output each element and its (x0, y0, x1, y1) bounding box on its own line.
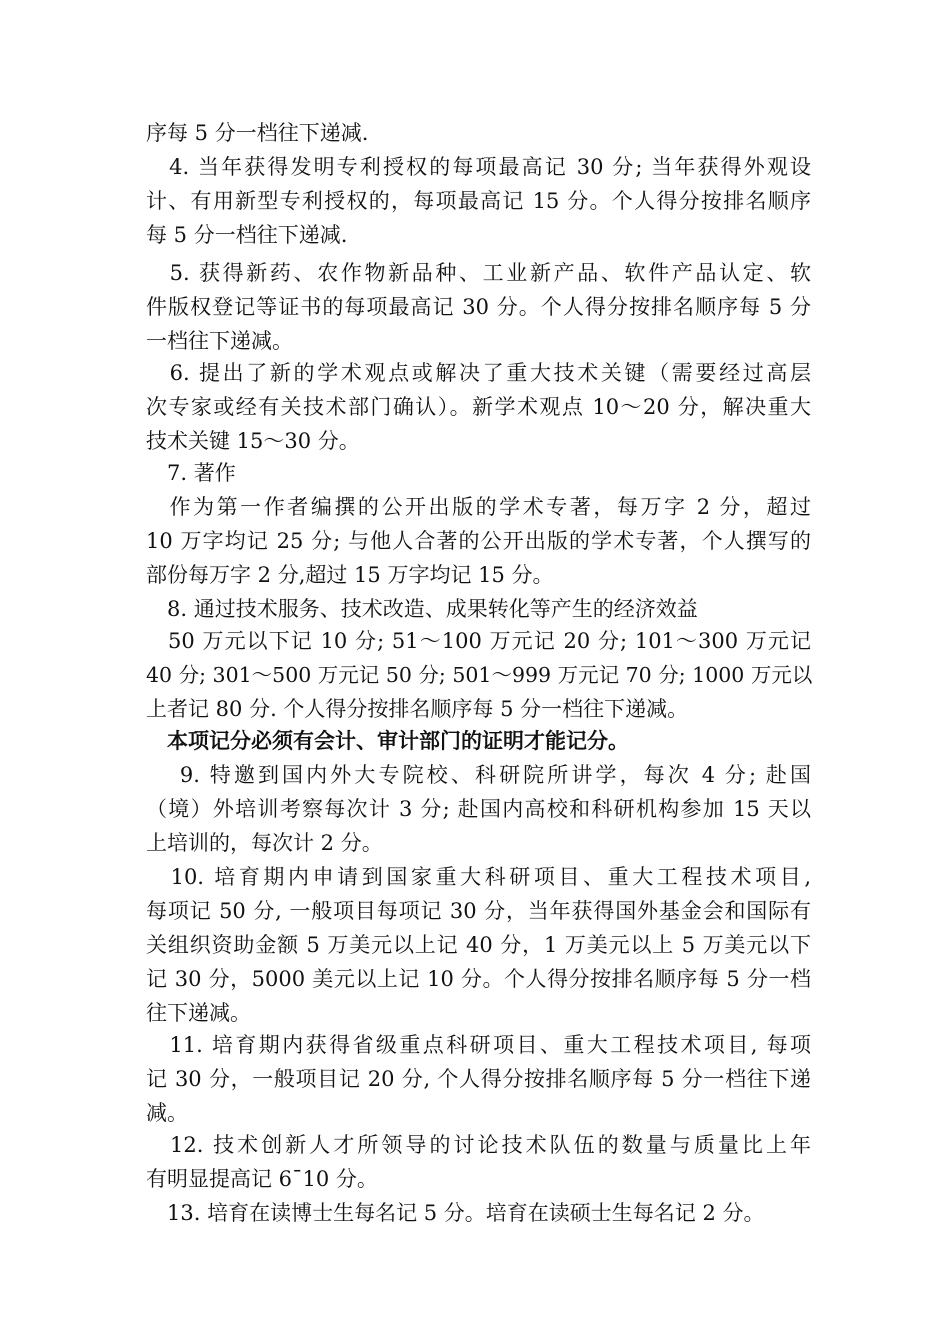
text-line: 10. 培育期内申请到国家重大科研项目、重大工程技术项目, (146, 865, 811, 889)
text-line: 6. 提出了新的学术观点或解决了重大技术关键（需要经过高层 (146, 361, 811, 385)
text-line: 7. 著作 (146, 461, 236, 485)
text-line: 件版权登记等证书的每项最高记 30 分。个人得分按排名顺序每 5 分 (146, 295, 811, 319)
text-line: 减。 (146, 1101, 188, 1125)
text-line: 一档往下递减。 (146, 329, 293, 353)
text-line: 往下递减。 (146, 1001, 251, 1025)
text-line: 记 30 分，5000 美元以上记 10 分。个人得分按排名顺序每 5 分一档 (146, 967, 811, 991)
text-line: 上培训的，每次计 2 分。 (146, 831, 383, 855)
text-line: 每 5 分一档往下递减. (146, 223, 348, 247)
text-line: 9. 特邀到国内外大专院校、科研院所讲学，每次 4 分; 赴国 (146, 763, 811, 787)
text-line: 50 万元以下记 10 分; 51～100 万元记 20 分; 101～300 万元记 (146, 629, 811, 653)
text-line: 12. 技术创新人才所领导的讨论技术队伍的数量与质量比上年 (146, 1133, 811, 1157)
text-line: 部份每万字 2 分,超过 15 万字均记 15 分。 (146, 563, 554, 587)
text-line: 5. 获得新药、农作物新品种、工业新产品、软件产品认定、软 (146, 261, 811, 285)
text-line: 次专家或经有关技术部门确认）。新学术观点 10～20 分，解决重大 (146, 395, 811, 419)
text-line: 有明显提高记 6¯10 分。 (146, 1167, 378, 1191)
text-line: 每项记 50 分, 一般项目每项记 30 分，当年获得国外基金会和国际有 (146, 899, 811, 923)
text-line: 技术关键 15～30 分。 (146, 429, 360, 453)
emphasis-line: 本项记分必须有会计、审计部门的证明才能记分。 (146, 728, 629, 753)
text-line: 10 万字均记 25 分; 与他人合著的公开出版的学术专著，个人撰写的 (146, 529, 811, 553)
text-line: 计、有用新型专利授权的，每项最高记 15 分。个人得分按排名顺序 (146, 189, 811, 213)
text-line: 40 分; 301～500 万元记 50 分; 501～999 万元记 70 分; 1000 万元以 (146, 663, 813, 687)
text-line: （境）外培训考察每次计 3 分; 赴国内高校和科研机构参加 15 天以 (146, 797, 811, 821)
text-line: 记 30 分，一般项目记 20 分, 个人得分按排名顺序每 5 分一档往下递 (146, 1067, 811, 1091)
text-line: 8. 通过技术服务、技术改造、成果转化等产生的经济效益 (146, 597, 698, 621)
text-line: 关组织资助金额 5 万美元以上记 40 分，1 万美元以上 5 万美元以下 (146, 933, 811, 957)
text-line: 11. 培育期内获得省级重点科研项目、重大工程技术项目, 每项 (146, 1033, 811, 1057)
text-line: 4. 当年获得发明专利授权的每项最高记 30 分; 当年获得外观设 (146, 155, 811, 179)
text-line: 作为第一作者编撰的公开出版的学术专著，每万字 2 分，超过 (146, 495, 811, 519)
text-line: 13. 培育在读博士生每名记 5 分。培育在读硕士生每名记 2 分。 (146, 1201, 765, 1225)
text-line: 序每 5 分一档往下递减. (146, 121, 369, 145)
text-line: 上者记 80 分. 个人得分按排名顺序每 5 分一档往下递减。 (146, 697, 689, 721)
